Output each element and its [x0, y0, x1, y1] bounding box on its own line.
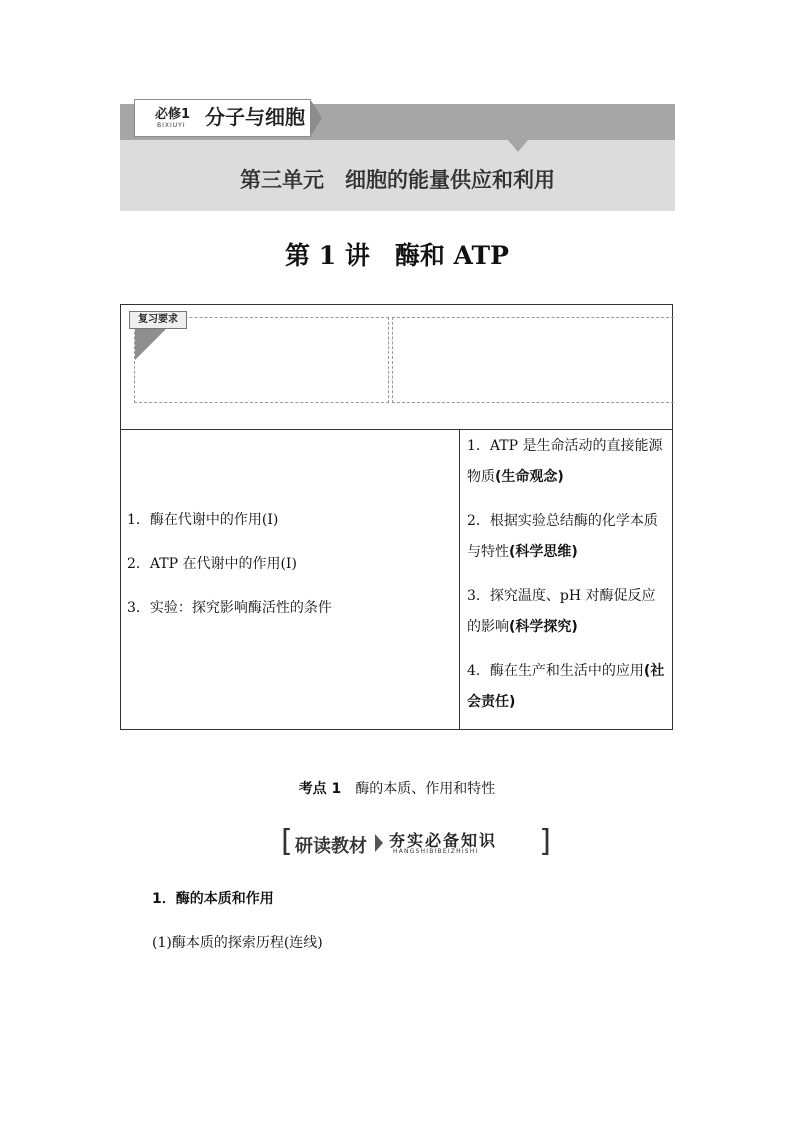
requirement-item: 1．酶在代谢中的作用(Ⅰ): [127, 512, 279, 528]
competency-tag: (生命观念): [495, 469, 564, 485]
study-pinyin: HANGSHIBIBEIZHISHI: [393, 848, 479, 855]
competency-list: [467, 431, 667, 731]
section-label: 考点 1: [298, 781, 342, 797]
dashed-panel-left: [134, 317, 389, 403]
competency-text: 3．探究温度、pH 对酶促反应的影响: [467, 588, 656, 635]
requirement-item: 2．ATP 在代谢中的作用(Ⅰ): [127, 556, 297, 572]
content-heading-text: 1．酶的本质和作用: [152, 891, 274, 907]
arrow-right-icon: [375, 834, 383, 852]
competency-item: [467, 656, 667, 718]
competency-item: [467, 431, 667, 493]
study-right-label: 夯实必备知识: [389, 831, 498, 850]
review-requirements-box: [120, 304, 673, 730]
lecture-title: 第 1 讲 酶和 ATP: [285, 241, 509, 270]
competency-tag: (社会责任): [467, 663, 665, 710]
requirement-item: 3．实验：探究影响酶活性的条件: [127, 600, 332, 616]
corner-triangle-icon: [135, 327, 168, 360]
banner-notch: [508, 140, 528, 152]
competency-tag: (科学探究): [509, 619, 578, 635]
competency-tag: (科学思维): [509, 544, 578, 560]
module-tag: [134, 99, 311, 137]
competency-text: 1．ATP 是生命活动的直接能源物质: [467, 438, 663, 485]
dashed-panel-right: [392, 317, 674, 403]
competency-item: [467, 581, 667, 643]
review-header-area: [121, 305, 674, 429]
competency-text: 4．酶在生产和生活中的应用: [467, 663, 644, 679]
content-heading: [152, 888, 274, 908]
table-divider-vertical: [459, 429, 460, 729]
unit-title: 第三单元 细胞的能量供应和利用: [240, 168, 555, 192]
competency-item: [467, 506, 667, 568]
section-heading: [0, 778, 794, 798]
study-left-label: 研读教材: [295, 836, 367, 857]
module-number: 必修1: [155, 107, 191, 122]
competency-text: 2．根据实验总结酶的化学本质与特性: [467, 513, 658, 560]
bracket-left-icon: [: [281, 824, 293, 859]
section-title: 酶的本质、作用和特性: [355, 781, 496, 797]
unit-banner: [120, 104, 675, 211]
module-title: 分子与细胞: [205, 105, 305, 129]
bracket-right-icon: ]: [539, 824, 551, 859]
table-divider-horizontal: [121, 429, 672, 430]
study-banner: [281, 826, 551, 860]
review-tag: 复习要求: [129, 311, 187, 329]
requirement-list: [127, 509, 332, 641]
module-pinyin: BIXIUYI: [157, 122, 186, 129]
content-subheading: (1)酶本质的探索历程(连线): [152, 935, 323, 951]
